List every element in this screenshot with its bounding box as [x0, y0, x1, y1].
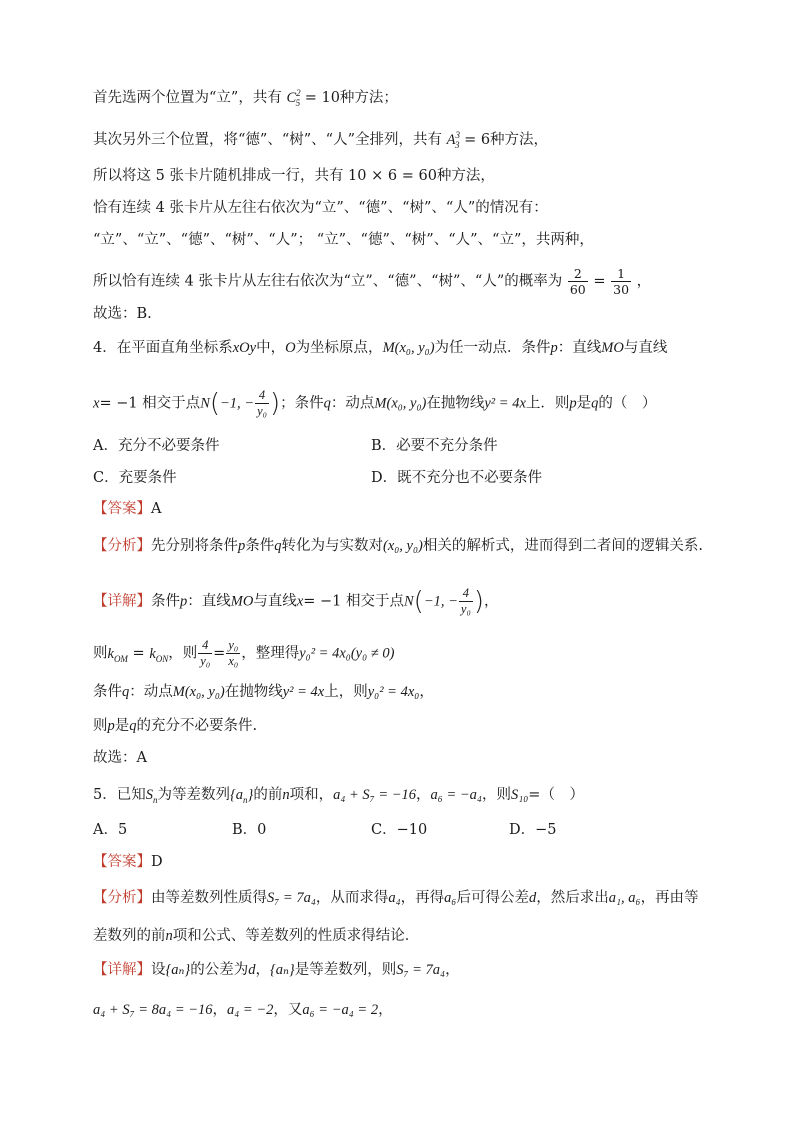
text: {a — [229, 787, 244, 803]
fraction — [255, 388, 269, 419]
text: 条件 — [93, 684, 122, 700]
math: N — [200, 395, 210, 412]
text: 在抛物线 — [426, 395, 485, 412]
numerator: 4 — [255, 388, 269, 404]
option-d[interactable]: D．既不充分也不必要条件 — [371, 470, 543, 486]
math: n — [165, 928, 173, 944]
text: 4．在平面直角坐标系 — [93, 340, 233, 356]
math: d — [248, 962, 256, 978]
math: y₀² = 4x₀(y₀ ≠ 0) — [299, 645, 395, 662]
text: ，整理得 — [241, 645, 300, 662]
detail-line — [93, 960, 460, 980]
text: “立”、“立”、“德”、“树”、“人”； “立”、“德”、“树”、“人”、“立”，共两种， — [93, 232, 594, 248]
text: 3 — [454, 139, 460, 150]
math: y² = 4x — [484, 395, 526, 412]
question-stem — [93, 785, 584, 805]
text: A — [446, 132, 456, 148]
text: 的公差为 — [190, 962, 249, 978]
text: ；条件 — [280, 395, 324, 412]
text: 先分别将条件 — [151, 538, 238, 554]
text: 所以将这 5 张卡片随机排成一行，共有 10 × 6 = 60种方法， — [93, 168, 495, 184]
text: ， — [636, 273, 652, 290]
math: S₁₀ — [510, 787, 529, 803]
paren-left: ( — [413, 586, 424, 617]
text: ， — [416, 787, 431, 803]
text: 上，则 — [324, 684, 368, 700]
math: {aₙ} — [165, 962, 191, 978]
math: p — [550, 340, 558, 356]
math: MO — [230, 593, 254, 610]
math: q — [274, 538, 282, 554]
math: x — [296, 593, 304, 610]
text: = — [132, 645, 145, 662]
math — [230, 787, 253, 803]
math: M — [172, 684, 185, 700]
answer-line — [93, 499, 161, 519]
text: 恰有连续 4 张卡片从左往右依次为“立”、“德”、“树”、“人”的情况有： — [93, 200, 548, 216]
detail-line — [93, 748, 147, 768]
math — [149, 646, 168, 662]
math: p — [238, 538, 246, 554]
denominator: x₀ — [228, 654, 239, 668]
math: (x₀, y₀) — [383, 538, 423, 554]
text: ：直线 — [187, 593, 231, 610]
text: S — [145, 787, 153, 803]
option-b[interactable]: B．0 — [232, 822, 267, 838]
text: ：动点 — [129, 684, 173, 700]
text: 的充分不必要条件. — [136, 718, 258, 734]
detail-line — [93, 716, 257, 736]
math: a₁, a₆ — [608, 890, 641, 906]
text: n — [152, 794, 158, 805]
option-c[interactable]: C．−10 — [371, 822, 428, 838]
detail-tag: 【详解】 — [93, 593, 151, 610]
fraction — [198, 638, 212, 669]
math: a₆ — [444, 890, 457, 906]
fraction — [568, 266, 588, 297]
math: x — [93, 395, 100, 412]
detail-line — [93, 638, 394, 669]
text: ，再由等 — [640, 890, 699, 906]
text: } — [247, 787, 254, 803]
text: 的（ ） — [598, 395, 657, 412]
text: ON — [155, 653, 169, 664]
text: 则 — [93, 718, 108, 734]
text: 由等差数列性质得 — [151, 890, 267, 906]
text: 为坐标原点， — [295, 340, 383, 356]
paren-right: ) — [270, 388, 281, 419]
text: 中， — [256, 340, 286, 356]
text: ， — [378, 1002, 393, 1018]
answer-value: A — [151, 501, 162, 517]
text: ，再得 — [400, 890, 445, 906]
math: d — [528, 890, 537, 906]
math: (x₀, y₀) — [394, 340, 435, 356]
numerator: 1 — [611, 266, 631, 282]
text: 是 — [576, 395, 592, 412]
text: ，然后求出 — [536, 890, 609, 906]
math — [146, 787, 158, 803]
text: 故选：A — [93, 750, 147, 766]
text: 上．则 — [525, 395, 570, 412]
text: 5．已知 — [93, 787, 146, 803]
solution-line — [93, 266, 651, 297]
analysis-line — [93, 926, 419, 946]
math: MO — [601, 340, 624, 356]
option-d[interactable]: D．−5 — [509, 822, 557, 838]
text: ， — [212, 1002, 228, 1018]
denominator: y₀ — [257, 404, 267, 418]
text: ， — [419, 684, 434, 700]
option-c[interactable]: C．充要条件 — [93, 470, 177, 486]
text: = 6种方法， — [464, 132, 549, 148]
analysis-tag: 【分析】 — [93, 538, 151, 554]
text: 为任一动点．条件 — [434, 340, 551, 356]
denominator: 60 — [569, 282, 586, 297]
text: =（ ） — [528, 787, 584, 803]
math: q — [129, 718, 137, 734]
text: ， — [445, 962, 460, 978]
math: N — [404, 593, 414, 610]
math: S₇ = 7a₄ — [267, 890, 316, 906]
math: a₆ = −a₄ = 2 — [302, 1002, 379, 1018]
math: q — [323, 395, 331, 412]
text: 5 — [295, 97, 301, 108]
solution-line — [93, 130, 548, 150]
numerator: 4 — [459, 586, 473, 602]
text: 的前 — [253, 787, 283, 803]
analysis-line — [93, 888, 699, 908]
text: = −1 相交于点 — [99, 395, 201, 412]
numerator: y₀ — [228, 638, 239, 652]
math: {aₙ} — [269, 962, 295, 978]
question-stem — [93, 338, 667, 358]
option-a[interactable]: A．充分不必要条件 — [93, 438, 220, 454]
math: O — [285, 340, 296, 356]
math: p — [569, 395, 577, 412]
text: 为等差数列 — [157, 787, 230, 803]
solution-line — [93, 230, 594, 250]
text: 故选：B. — [93, 306, 152, 322]
numerator: 2 — [568, 266, 588, 282]
text: 条件 — [245, 538, 275, 554]
fraction — [226, 638, 240, 669]
option-b[interactable]: B．必要不充分条件 — [371, 438, 498, 454]
text: ：动点 — [330, 395, 375, 412]
math: M — [382, 340, 395, 356]
text: = −1 相交于点 — [303, 593, 404, 610]
detail-line — [93, 1000, 393, 1020]
text: 后可得公差 — [456, 890, 529, 906]
detail-line — [93, 586, 498, 617]
text: 差数列的前 — [93, 928, 166, 944]
solution-line — [93, 198, 548, 218]
text: ，则 — [481, 787, 511, 803]
math: −1, − — [423, 593, 458, 610]
solution-line — [93, 304, 152, 324]
text: C — [286, 90, 297, 106]
text: ， — [483, 593, 499, 610]
math: xOy — [232, 340, 257, 356]
text: 转化为与实数对 — [281, 538, 383, 554]
solution-line — [93, 88, 398, 108]
text: ，则 — [168, 645, 198, 662]
text: 项和， — [289, 787, 334, 803]
math — [108, 646, 128, 662]
math: a₄ — [388, 890, 401, 906]
text: 在抛物线 — [224, 684, 283, 700]
text: 与直线 — [253, 593, 297, 610]
denominator: y₀ — [460, 602, 471, 616]
question-stem — [93, 388, 656, 419]
math: n — [282, 787, 290, 803]
text: k — [107, 645, 114, 662]
text: 与直线 — [623, 340, 668, 356]
detail-tag: 【详解】 — [93, 962, 151, 978]
denominator: 30 — [613, 282, 630, 297]
text: 条件 — [151, 593, 180, 610]
text: 3 — [455, 130, 460, 141]
text: n — [243, 794, 248, 805]
answer-tag: 【答案】 — [93, 501, 151, 517]
text: ：直线 — [557, 340, 602, 356]
denominator: y₀ — [200, 654, 211, 668]
paren-left: ( — [209, 388, 221, 419]
text: ，又 — [273, 1002, 303, 1018]
math: S₇ = 7a₄ — [396, 962, 446, 978]
math: M — [374, 395, 387, 412]
math: (x₀, y₀) — [386, 395, 427, 412]
text: k — [149, 645, 156, 662]
math: a₆ = −a₄ — [430, 787, 482, 803]
math: q — [591, 395, 599, 412]
text: 则 — [93, 645, 108, 662]
fraction — [459, 586, 473, 617]
math: a₄ = −2 — [227, 1002, 274, 1018]
math: p — [107, 718, 115, 734]
numerator: 4 — [198, 638, 212, 654]
arrangement-symbol — [447, 132, 460, 148]
solution-line — [93, 166, 495, 186]
math: y² = 4x — [282, 684, 325, 700]
text: OM — [113, 653, 128, 664]
answer-line — [93, 852, 163, 872]
text: = — [593, 273, 606, 290]
detail-line — [93, 682, 434, 702]
text: 是 — [114, 718, 130, 734]
math: −1, − — [220, 395, 255, 412]
math: (x₀, y₀) — [184, 684, 225, 700]
text: 设 — [151, 962, 166, 978]
option-a[interactable]: A．5 — [93, 822, 128, 838]
text: 是等差数列，则 — [294, 962, 397, 978]
text: 2 — [296, 88, 301, 99]
text: = 10种方法； — [304, 90, 398, 106]
text: 相关的解析式，进而得到二者间的逻辑关系. — [422, 538, 703, 554]
answer-value: D — [151, 854, 163, 870]
text: ，从而求得 — [315, 890, 389, 906]
text: 首先选两个位置为“立”，共有 — [93, 90, 282, 106]
text: 其次另外三个位置，将“德”、“树”、“人”全排列，共有 — [93, 132, 442, 148]
math: a₄ + S₇ = 8a₄ = −16 — [93, 1002, 213, 1018]
math: q — [122, 684, 130, 700]
analysis-line — [93, 536, 703, 556]
answer-tag: 【答案】 — [93, 854, 151, 870]
math: a₄ + S₇ = −16 — [333, 787, 417, 803]
math: p — [180, 593, 188, 610]
paren-right: ) — [473, 586, 484, 617]
analysis-tag: 【分析】 — [93, 890, 151, 906]
text: 所以恰有连续 4 张卡片从左往右依次为“立”、“德”、“树”、“人”的概率为 — [93, 273, 563, 290]
text: ， — [255, 962, 270, 978]
fraction — [611, 266, 631, 297]
combination-symbol — [286, 90, 300, 106]
text: 项和公式、等差数列的性质求得结论． — [172, 928, 420, 944]
text: = — [213, 645, 226, 662]
math: y₀² = 4x₀ — [367, 684, 420, 700]
